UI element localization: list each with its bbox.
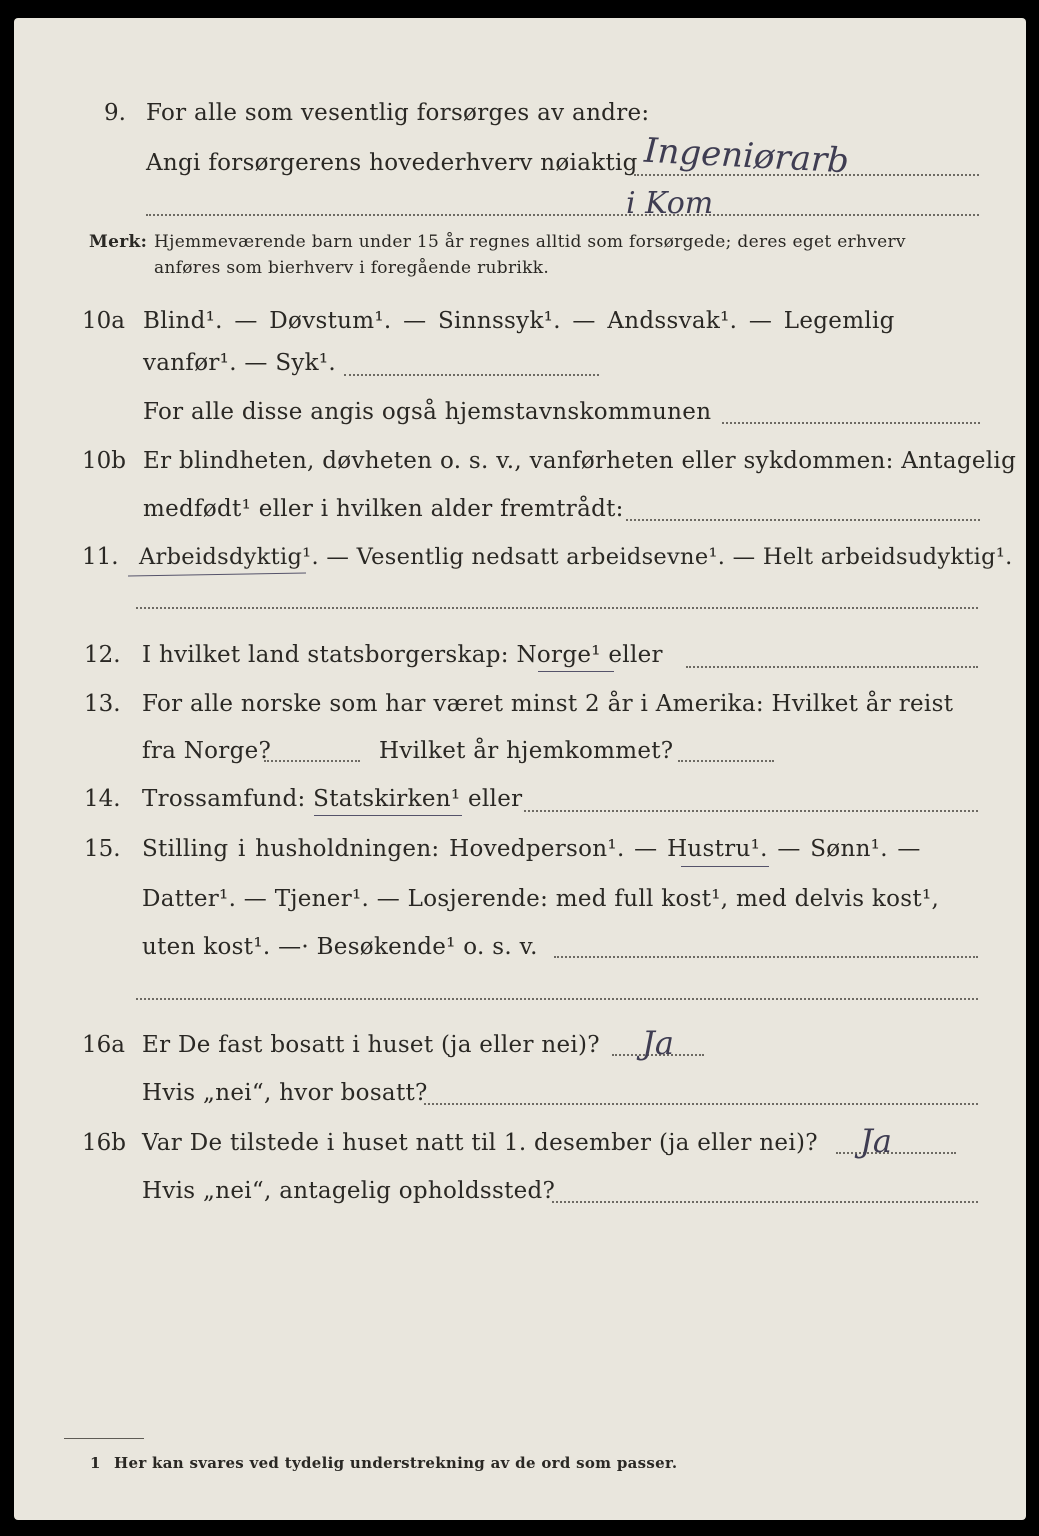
q12-handwritten-underline [538, 671, 614, 672]
q13-line2a: fra Norge? [142, 738, 272, 764]
merk-line2: anføres som bierhverv i foregående rubrikk. [154, 258, 550, 278]
q9-answer-line2 [146, 214, 979, 216]
q15-answer-line [554, 956, 978, 958]
q13-number: 13. [84, 691, 121, 717]
q15-answer-line2 [136, 998, 978, 1000]
q12-number: 12. [84, 642, 121, 668]
q11-handwritten-underline [128, 572, 306, 576]
q11-answer-line [136, 607, 978, 609]
q16b-answer-line [836, 1152, 956, 1154]
q10b-line1: Er blindheten, døvheten o. s. v., vanførheten eller sykdommen: Antagelig [143, 448, 1017, 474]
q15-handwritten-underline [681, 866, 769, 867]
q15-number: 15. [84, 836, 121, 862]
footnote-rule [64, 1438, 144, 1439]
q10b-answer-line [626, 519, 980, 521]
q16b-line1: Var De tilstede i huset natt til 1. desember (ja eller nei)? [142, 1130, 818, 1156]
q14-line1: Trossamfund: Statskirken¹ eller [142, 786, 523, 812]
q10b-line2: medfødt¹ eller i hvilken alder fremtrådt: [143, 496, 624, 522]
footnote-marker: 1 [90, 1454, 101, 1472]
q16b-number: 16b [82, 1130, 126, 1156]
q16a-line1: Er De fast bosatt i huset (ja eller nei)? [142, 1032, 600, 1058]
q14-number: 14. [84, 786, 121, 812]
q14-handwritten-underline [314, 815, 462, 816]
q13-line2b: Hvilket år hjemkommet? [379, 738, 674, 764]
q16a-bosatt-line [424, 1103, 978, 1105]
q16a-line2: Hvis „nei“, hvor bosatt? [142, 1080, 428, 1106]
q13-hjemkommet-line [678, 760, 774, 762]
merk-label: Merk: [89, 232, 148, 252]
q15-line2: Datter¹. — Tjener¹. — Losjerende: med full kost¹, med delvis kost¹, [142, 886, 940, 912]
q16a-number: 16a [82, 1032, 125, 1058]
q10a-hjemstavn-line [722, 422, 980, 424]
q10a-line2: vanfør¹. — Syk¹. [143, 350, 337, 376]
q9-line1: For alle som vesentlig forsørges av andre: [146, 100, 650, 126]
q10b-number: 10b [82, 448, 126, 474]
q9-handwritten-answer2: i Kom [626, 186, 714, 221]
q11-number: 11. [82, 544, 119, 570]
q10a-line1: Blind¹. — Døvstum¹. — Sinnssyk¹. — Andssvak¹. — Legemlig [143, 308, 895, 334]
q12-line1: I hvilket land statsborgerskap: Norge¹ eller [142, 642, 663, 668]
q10a-syk-line [344, 374, 599, 376]
q11-line1: Arbeidsdyktig¹. — Vesentlig nedsatt arbeidsevne¹. — Helt arbeidsudyktig¹. [139, 544, 1013, 570]
q15-line3: uten kost¹. —· Besøkende¹ o. s. v. [142, 934, 538, 960]
q14-answer-line [524, 810, 978, 812]
q10a-number: 10a [82, 308, 125, 334]
q15-line1: Stilling i husholdningen: Hovedperson¹. — Hustru¹. — Sønn¹. — [142, 836, 921, 862]
q16b-handwritten-answer: Ja [860, 1122, 892, 1160]
q9-handwritten-answer1: Ingeniørarb [643, 130, 850, 182]
census-form-page [14, 18, 1026, 1520]
merk-line1: Hjemmeværende barn under 15 år regnes alltid som forsørgede; deres eget erhverv [154, 232, 906, 252]
q12-answer-line [686, 666, 978, 668]
q9-line2: Angi forsørgerens hovederhverv nøiaktig [146, 150, 638, 176]
footnote-text: Her kan svares ved tydelig understrekning av de ord som passer. [114, 1454, 678, 1472]
q16a-handwritten-answer: Ja [642, 1024, 674, 1062]
q13-line1: For alle norske som har været minst 2 år i Amerika: Hvilket år reist [142, 691, 954, 717]
q9-number: 9. [104, 100, 126, 126]
q10a-line3: For alle disse angis også hjemstavnskommunen [143, 399, 712, 425]
q16b-opholdssted-line [552, 1201, 978, 1203]
q16b-line2: Hvis „nei“, antagelig opholdssted? [142, 1178, 556, 1204]
q13-reist-line [264, 760, 360, 762]
